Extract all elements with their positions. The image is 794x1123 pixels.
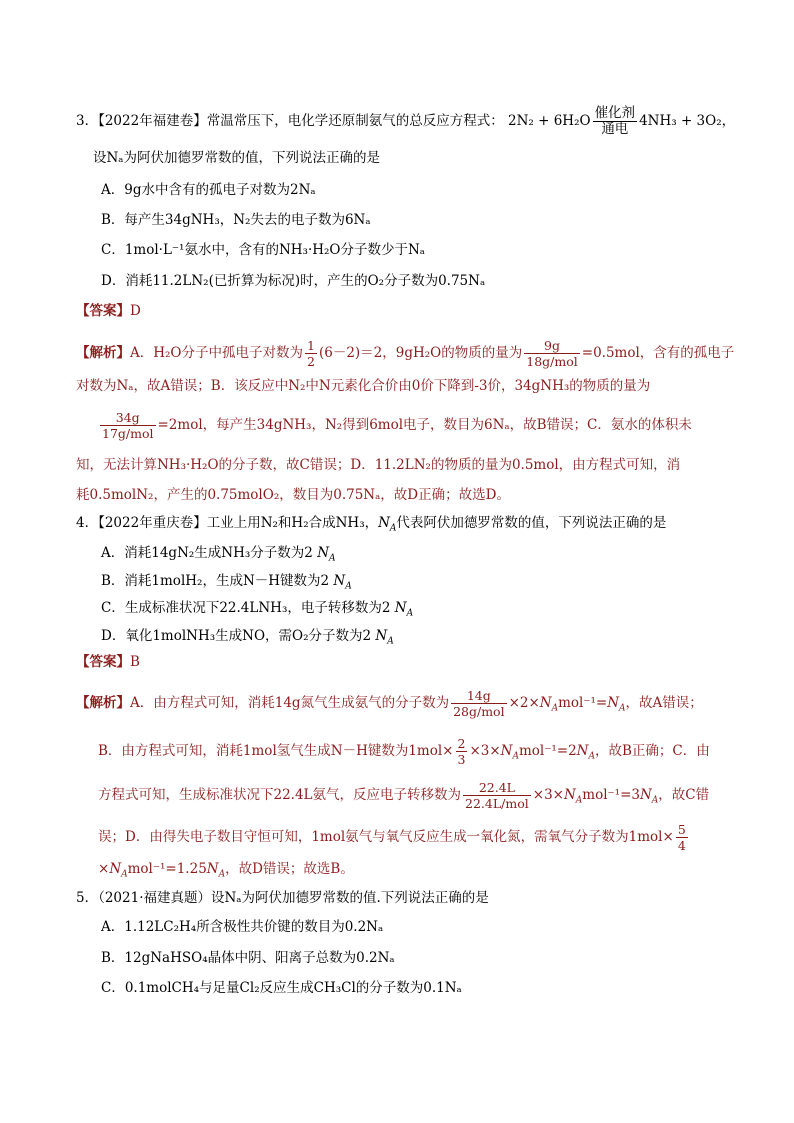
q5-stem-line: 5．（2021·福建真题）设Nₐ为阿伏加德罗常数的值.下列说法正确的是	[76, 890, 489, 906]
avogadro-subscript: A	[389, 523, 397, 534]
q3-analysis-line-3	[98, 410, 692, 441]
fraction-numerator: 9g	[544, 338, 560, 353]
q4-option-b	[101, 571, 352, 591]
q3-analysis-line-2: 对数为Nₐ，故A错误；B．该反应中N₂中N元素化合价由0价下降到-3价，34gNH₃的物质的量为	[76, 378, 651, 394]
q4-analysis-text: mol⁻¹=3	[582, 787, 640, 803]
avogadro-subscript: A	[588, 751, 595, 762]
q4-answer-tag: 【答案】	[76, 654, 130, 670]
q3-option-b: B．每产生34gNH₃，N₂失去的电子数为6Nₐ	[101, 212, 371, 228]
avogadro-subscript: A	[619, 703, 626, 714]
q3-equation-right: 4NH₃ + 3O₂，	[639, 113, 736, 129]
avogadro-symbol: N	[206, 861, 219, 877]
q3-stem-line-2: 设Nₐ为阿伏加德罗常数的值，下列说法正确的是	[93, 150, 381, 166]
fraction-numerator: 1	[307, 338, 315, 353]
q3-condition-catalyst: 催化剂	[594, 105, 636, 121]
q4-head-tail: 代表阿伏加德罗常数的值，下列说法正确的是	[396, 515, 667, 531]
q4-analysis-line-5	[98, 859, 354, 879]
q4-fraction-two-thirds	[456, 736, 468, 767]
avogadro-symbol: N	[333, 573, 346, 589]
q4-option-c	[101, 598, 413, 618]
q4-option-text: D．氧化1molNH₃生成NO，需O₂分子数为2	[101, 628, 372, 644]
q3-analysis-line-5: 耗0.5molN₂，产生的0.75molO₂，数目为0.75Nₐ，故D正确；故选D。	[76, 487, 510, 503]
q3-stem-line	[76, 106, 735, 137]
q3-fraction-ammonia	[100, 410, 156, 441]
q3-answer-line	[76, 301, 141, 321]
avogadro-symbol: N	[539, 695, 552, 711]
fraction-denominator: 17g/mol	[102, 426, 154, 441]
q4-analysis-tag: 【解析】	[76, 695, 130, 711]
q4-option-text: A．消耗14gN₂生成NH₃分子数为2	[101, 545, 313, 561]
q4-analysis-text: ，故D错误；故选B。	[225, 861, 354, 877]
avogadro-subscript: A	[345, 581, 352, 592]
q3-analysis-text: =0.5mol，含有的孤电子	[581, 345, 735, 361]
avogadro-symbol: N	[576, 743, 589, 759]
q3-analysis-line-1	[76, 338, 734, 369]
q3-fraction-half	[305, 338, 317, 369]
q4-analysis-text: A．由方程式可知，消耗14g氮气生成氨气的分子数为	[130, 695, 450, 711]
q4-stem-line	[76, 513, 666, 533]
avogadro-subscript: A	[329, 553, 336, 564]
q4-option-a	[101, 543, 336, 563]
q4-analysis-text: mol⁻¹=1.25	[127, 861, 207, 877]
avogadro-symbol: N	[378, 515, 390, 531]
fraction-denominator: 18g/mol	[526, 354, 578, 369]
q4-head: 4．【2022年重庆卷】工业上用N₂和H₂合成NH₃，	[76, 515, 379, 531]
q4-analysis-text: ×3×	[469, 743, 501, 759]
avogadro-subscript: A	[387, 636, 394, 647]
avogadro-symbol: N	[500, 743, 513, 759]
q4-analysis-text: 方程式可知，生成标准状况下22.4L氨气，反应电子转移数为	[98, 787, 462, 803]
q4-analysis-line-4	[98, 822, 690, 853]
fraction-numerator: 5	[677, 822, 686, 837]
q4-option-text: B．消耗1molH₂，生成N－H键数为2	[101, 573, 330, 589]
q4-analysis-text: mol⁻¹=	[558, 695, 608, 711]
fraction-numerator: 14g	[466, 688, 491, 703]
fraction-denominator: 22.4L/mol	[465, 796, 529, 811]
q4-option-text: C．生成标准状况下22.4LNH₃，电子转移数为2	[101, 600, 391, 616]
q4-analysis-text: mol⁻¹=2	[518, 743, 577, 759]
fraction-denominator: 2	[307, 354, 315, 369]
avogadro-subscript: A	[218, 869, 226, 880]
fraction-denominator: 28g/mol	[453, 704, 505, 719]
q3-equation-condition	[593, 106, 638, 137]
q4-answer-line	[76, 652, 140, 672]
q3-answer-tag: 【答案】	[76, 303, 130, 319]
q3-condition-electrolysis: 通电	[601, 121, 629, 137]
q5-option-b: B．12gNaHSO₄晶体中阴、阳离子总数为0.2Nₐ	[101, 950, 395, 966]
avogadro-subscript: A	[551, 703, 559, 714]
fraction-denominator: 3	[457, 752, 466, 767]
fraction-numerator: 34g	[115, 410, 140, 425]
avogadro-symbol: N	[317, 545, 329, 561]
q4-fraction-nitrogen	[451, 688, 507, 719]
q5-option-a: A．1.12LC₂H₄所含极性共价键的数目为0.2Nₐ	[101, 919, 384, 935]
q4-analysis-text: ，故A错误；	[625, 695, 703, 711]
q3-analysis-tag: 【解析】	[76, 345, 130, 361]
fraction-denominator: 4	[677, 838, 686, 853]
fraction-numerator: 22.4L	[478, 780, 515, 795]
avogadro-subscript: A	[406, 608, 414, 619]
q4-analysis-text: ，故B正确；C．由	[594, 743, 710, 759]
avogadro-symbol: N	[563, 787, 576, 803]
avogadro-subscript: A	[651, 795, 659, 806]
q4-analysis-text: ×3×	[532, 787, 564, 803]
q3-analysis-text: (6－2)＝2，9gH₂O的物质的量为	[318, 345, 523, 361]
avogadro-subscript: A	[575, 795, 583, 806]
q4-analysis-text: ×2×	[508, 695, 540, 711]
q3-option-c: C．1mol·L⁻¹氨水中，含有的NH₃·H₂O分子数少于Nₐ	[101, 242, 426, 258]
q4-analysis-line-2	[98, 736, 710, 767]
q3-answer-value: D	[130, 303, 141, 319]
q4-analysis-text: ×	[98, 861, 110, 877]
q3-analysis-text: =2mol，每产生34gNH₃，N₂得到6mol电子，数目为6Nₐ，故B错误；C．氨水的体积未	[157, 417, 692, 433]
avogadro-symbol: N	[375, 628, 388, 644]
avogadro-symbol: N	[639, 787, 652, 803]
avogadro-symbol: N	[109, 861, 122, 877]
fraction-numerator: 2	[457, 736, 466, 751]
q4-analysis-line-1	[76, 688, 703, 719]
q3-option-d: D．消耗11.2LN₂(已折算为标况)时，产生的O₂分子数为0.75Nₐ	[101, 273, 486, 289]
avogadro-symbol: N	[607, 695, 620, 711]
avogadro-subscript: A	[512, 751, 519, 762]
avogadro-symbol: N	[394, 600, 407, 616]
q4-analysis-text: 误；D．由得失电子数目守恒可知，1mol氨气与氧气反应生成一氧化氮，需氧气分子数为1mol×	[98, 829, 674, 845]
q3-equation-left: 2N₂ + 6H₂O	[508, 113, 591, 129]
q4-analysis-line-3	[98, 780, 709, 811]
q4-analysis-text: B．由方程式可知，消耗1mol氢气生成N－H键数为1mol×	[98, 743, 454, 759]
q4-fraction-ammonia	[463, 780, 531, 811]
q3-analysis-line-4: 知，无法计算NH₃·H₂O的分子数，故C错误；D．11.2LN₂的物质的量为0.5mol，由方程式可知，消	[76, 457, 681, 473]
q3-analysis-text: A．H₂O分子中孤电子对数为	[130, 345, 304, 361]
q4-fraction-five-quarters	[676, 822, 688, 853]
avogadro-subscript: A	[121, 869, 128, 880]
q4-option-d	[101, 626, 394, 646]
q4-analysis-text: ，故C错	[658, 787, 710, 803]
q3-option-a: A．9g水中含有的孤电子对数为2Nₐ	[101, 182, 316, 198]
q3-fraction-water	[524, 338, 580, 369]
q5-option-c: C．0.1molCH₄与足量Cl₂反应生成CH₃Cl的分子数为0.1Nₐ	[101, 980, 462, 996]
q4-answer-value: B	[130, 654, 140, 670]
q3-head: 3．【2022年福建卷】常温常压下，电化学还原制氨气的总反应方程式：	[76, 113, 504, 129]
